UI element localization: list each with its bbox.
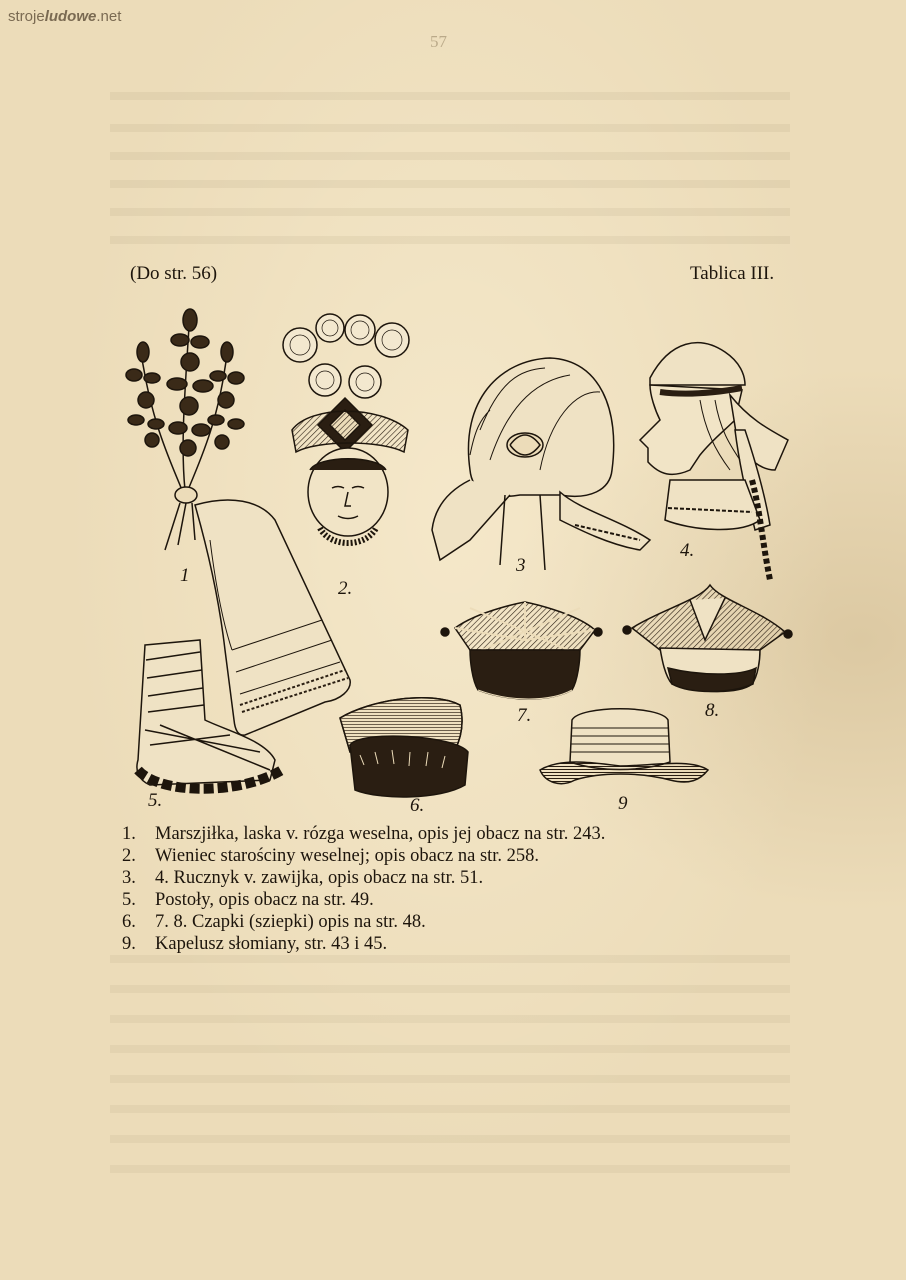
figure-number-4: 4. xyxy=(680,540,695,561)
figure-number-7: 7. xyxy=(517,705,532,726)
headscarf-back-illustration xyxy=(432,358,650,570)
figure-number-9: 9 xyxy=(618,793,628,814)
bride-wreath-illustration xyxy=(283,314,409,543)
legend-item: 5. Postoły, opis obacz na str. 49. xyxy=(122,890,374,910)
cap-8-illustration xyxy=(623,585,792,692)
figure-number-6: 6. xyxy=(410,795,425,816)
page-number: 57 xyxy=(430,32,447,51)
straw-hat-illustration xyxy=(540,709,708,784)
plate-reference: (Do str. 56) xyxy=(130,263,218,284)
legend-item: 1. Marszjiłka, laska v. rózga weselna, opis jej obacz na str. 243. xyxy=(122,824,606,844)
plate-title: Tablica III. xyxy=(690,263,775,284)
legend-item: 6. 7. 8. Czapki (sziepki) opis na str. 48. xyxy=(122,912,426,932)
cap-7-illustration xyxy=(441,602,602,699)
figure-legend xyxy=(122,823,822,955)
figure-number-2: 2. xyxy=(338,578,353,599)
legend-item: 9. Kapelusz słomiany, str. 43 i 45. xyxy=(122,934,388,954)
figure-number-8: 8. xyxy=(705,700,720,721)
fur-cap-illustration xyxy=(340,698,468,797)
figure-number-3: 3 xyxy=(516,555,526,576)
figure-number-5: 5. xyxy=(148,790,163,811)
legend-item: 3. 4. Rucznyk v. zawijka, opis obacz na str. 51. xyxy=(122,868,484,888)
site-watermark: strojeludowe.net xyxy=(8,8,122,25)
headscarf-side-illustration xyxy=(640,343,788,580)
figure-number-1: 1 xyxy=(180,565,190,586)
legend-item: 2. Wieniec starościny weselnej; opis obacz na str. 258. xyxy=(122,846,540,866)
